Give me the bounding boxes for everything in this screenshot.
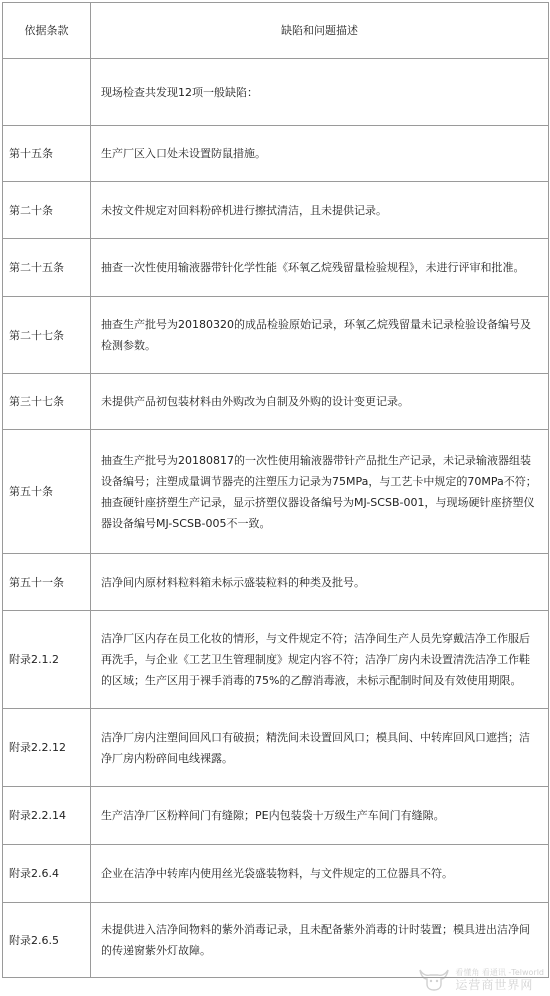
row-basis: 第二十七条 [3,297,91,374]
row-basis: 附录2.2.12 [3,709,91,787]
table-row [3,845,549,903]
row-basis: 第五十条 [3,430,91,554]
table-row [3,554,549,611]
row-basis: 附录2.2.14 [3,787,91,845]
row-description: 洁净间内原材料粒料箱未标示盛装粒料的种类及批号。 [91,554,549,611]
row-description: 抽查一次性使用输液器带针化学性能《环氧乙烷残留量检验规程》，未进行评审和批准。 [91,239,549,297]
row-basis: 附录2.6.5 [3,903,91,978]
table-row [3,709,549,787]
row-description: 抽查生产批号为20180320的成品检验原始记录，环氧乙烷残留量未记录检验设备编号及检测参数。 [91,297,549,374]
row-description: 抽查生产批号为20180817的一次性使用输液器带针产品批生产记录，未记录输液器组装设备编号；注塑成量调节器壳的注塑压力记录为75MPa，与工艺卡中规定的70MPa不符；抽查硬针座挤塑生产记录，显示挤塑仪器设备编号为MJ-SCSB-001，与现场硬针座挤塑仪器设备编号MJ-SCSB-005不一致。 [91,430,549,554]
row-description: 未按文件规定对回料粉碎机进行擦拭清洁，且未提供记录。 [91,182,549,239]
row-basis: 第十五条 [3,126,91,182]
table-row [3,297,549,374]
table-row [3,59,549,126]
table-row [3,903,549,978]
table-row [3,239,549,297]
row-description: 现场检查共发现12项一般缺陷： [91,59,549,126]
table-row [3,182,549,239]
row-description: 企业在洁净中转库内使用丝光袋盛装物料，与文件规定的工位器具不符。 [91,845,549,903]
row-basis: 第三十七条 [3,374,91,430]
table-row [3,374,549,430]
row-description: 生产厂区入口处未设置防鼠措施。 [91,126,549,182]
row-description: 未提供进入洁净间物料的紫外消毒记录，且未配备紫外消毒的计时装置；模具进出洁净间的传递窗紫外灯故障。 [91,903,549,978]
row-description: 生产洁净厂区粉粹间门有缝隙；PE内包装袋十万级生产车间门有缝隙。 [91,787,549,845]
row-basis [3,59,91,126]
row-description: 未提供产品初包装材料由外购改为自制及外购的设计变更记录。 [91,374,549,430]
row-basis: 附录2.6.4 [3,845,91,903]
row-description: 洁净厂房内注塑间回风口有破损；精洗间未设置回风口；模具间、中转库回风口遮挡；洁净厂房内粉碎间电线裸露。 [91,709,549,787]
table-row [3,126,549,182]
defects-table [2,2,549,978]
watermark-subtitle: 看懂角 看通讯 -Telworld [455,968,544,977]
row-basis: 第二十条 [3,182,91,239]
table-header-row [3,3,549,59]
row-basis: 第二十五条 [3,239,91,297]
header-basis: 依据条款 [3,3,91,59]
table-row [3,611,549,709]
row-description: 洁净厂区内存在员工化妆的情形，与文件规定不符；洁净间生产人员先穿戴洁净工作服后再洗手，与企业《工艺卫生管理制度》规定内容不符；洁净厂房内未设置清洗洁净工作鞋的区域；生产区用于裸手消毒的75%的乙醇消毒液，未标示配制时间及有效使用期限。 [91,611,549,709]
row-basis: 第五十一条 [3,554,91,611]
table-row [3,430,549,554]
row-basis: 附录2.1.2 [3,611,91,709]
watermark-title: 运营商世界网 [455,978,534,992]
table-row [3,787,549,845]
header-description: 缺陷和问题描述 [91,3,549,59]
